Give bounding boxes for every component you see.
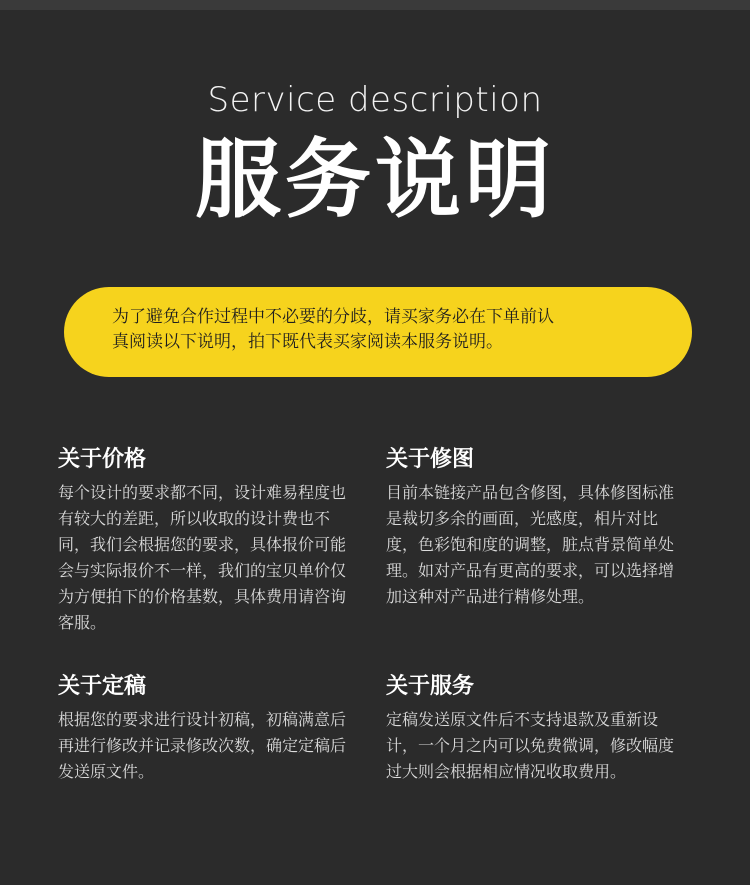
section-service-title: 关于服务 (386, 674, 475, 699)
notice-line-1: 为了避免合作过程中不必要的分歧，请买家务必在下单前认 (112, 307, 554, 327)
section-draft-text: 根据您的要求进行设计初稿，初稿满意后再进行修改并记录修改次数，确定定稿后发送原文件。 (58, 710, 347, 781)
notice-banner (64, 287, 692, 377)
section-price-title: 关于价格 (58, 447, 147, 472)
section-service-text: 定稿发送原文件后不支持退款及重新设计，一个月之内可以免费微调，修改幅度过大则会根据相应情况收取费用。 (386, 710, 675, 781)
section-draft (58, 673, 358, 785)
section-draft-title: 关于定稿 (58, 674, 147, 699)
section-price (58, 446, 358, 636)
notice-line-2: 真阅读以下说明，拍下既代表买家阅读本服务说明。 (112, 332, 503, 352)
section-price-text: 每个设计的要求都不同，设计难易程度也有较大的差距，所以收取的设计费也不同，我们会根据您的要求，具体报价可能会与实际报价不一样，我们的宝贝单价仅为方便拍下的价格基数，具体费用请咨询客服。 (58, 483, 347, 632)
section-retouch (386, 446, 686, 610)
section-service (386, 673, 686, 785)
section-retouch-title: 关于修图 (386, 447, 475, 472)
subtitle-english: Service description (207, 80, 543, 120)
section-retouch-text: 目前本链接产品包含修图，具体修图标准是裁切多余的画面，光感度，相片对比度，色彩饱和度的调整，脏点背景简单处理。如对产品有更高的要求，可以选择增加这种对产品进行精修处理。 (386, 483, 675, 606)
top-strip (0, 0, 750, 10)
page-title: 服务说明 (195, 130, 555, 230)
